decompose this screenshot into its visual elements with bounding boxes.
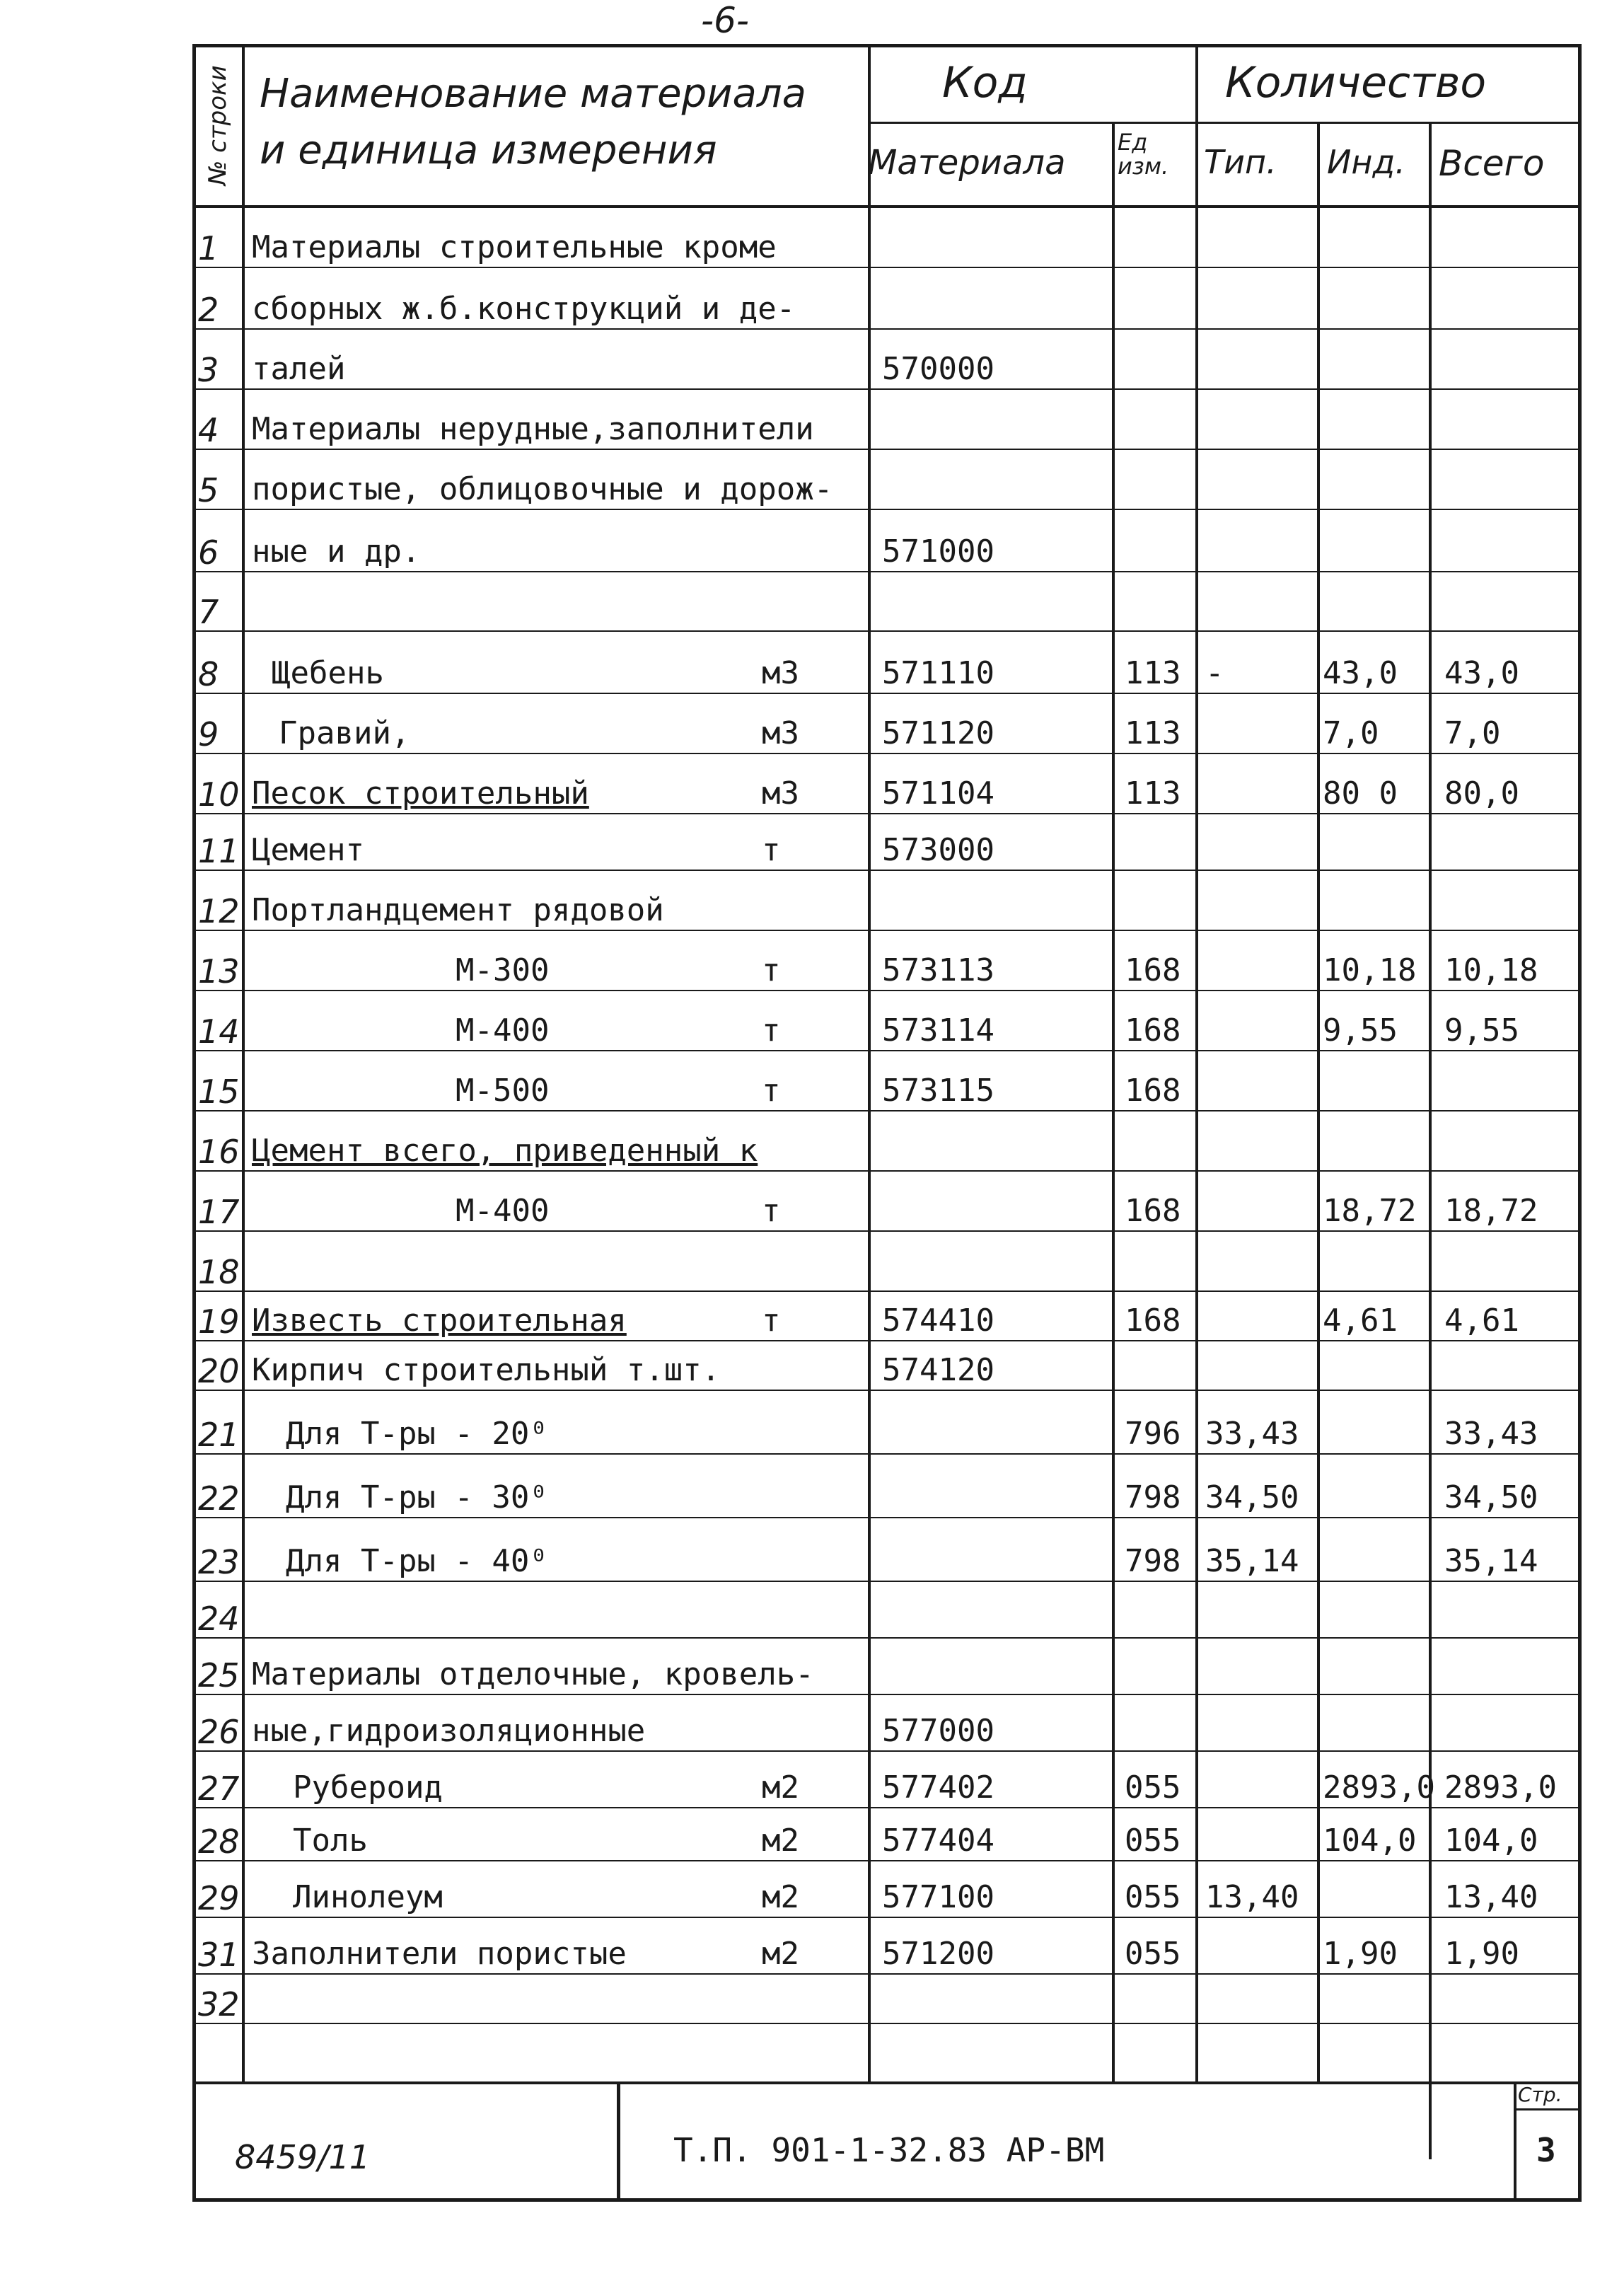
material-code: 577000 bbox=[882, 1713, 994, 1749]
material-name: Материалы строительные кроме bbox=[252, 229, 777, 265]
table-row bbox=[192, 1455, 1582, 1519]
row-number: 15 bbox=[198, 1073, 240, 1111]
unit-of-measure: т bbox=[762, 952, 781, 988]
unit-code: 168 bbox=[1125, 1012, 1181, 1049]
material-name: Песок строительный bbox=[252, 775, 589, 812]
header-material: Материала bbox=[868, 143, 1066, 183]
unit-code: 168 bbox=[1125, 1303, 1181, 1339]
table-row bbox=[192, 1112, 1582, 1172]
footer-divider-2 bbox=[1514, 2081, 1516, 2198]
row-number: 8 bbox=[198, 655, 219, 693]
table-row bbox=[192, 755, 1582, 815]
row-divider bbox=[192, 813, 1582, 814]
qty-individual: 10,18 bbox=[1323, 952, 1417, 988]
table-row bbox=[192, 872, 1582, 932]
unit-code: 796 bbox=[1125, 1416, 1181, 1452]
table-row bbox=[192, 1696, 1582, 1752]
header-row-no: № строки bbox=[204, 65, 232, 185]
material-name: Толь bbox=[293, 1823, 368, 1859]
row-number: 1 bbox=[198, 229, 219, 267]
unit-code: 168 bbox=[1125, 1193, 1181, 1229]
row-divider bbox=[192, 1807, 1582, 1808]
table-row bbox=[192, 208, 1582, 269]
page-number: -6- bbox=[701, 0, 749, 41]
table-row bbox=[192, 1392, 1582, 1455]
table-row bbox=[192, 1172, 1582, 1232]
material-name: Цемент bbox=[252, 832, 364, 868]
qty-individual: 1,90 bbox=[1323, 1936, 1398, 1972]
material-code: 573114 bbox=[882, 1012, 994, 1049]
sheet-label: Стр. bbox=[1518, 2083, 1562, 2106]
material-name: Материалы отделочные, кровель- bbox=[252, 1656, 814, 1692]
material-name: Для Т-ры - 30⁰ bbox=[286, 1479, 548, 1515]
header-unit: Ед изм. bbox=[1118, 129, 1169, 180]
row-number: 23 bbox=[198, 1543, 240, 1581]
qty-total: 35,14 bbox=[1444, 1543, 1538, 1579]
material-name: Щебень bbox=[272, 655, 384, 691]
row-number: 25 bbox=[198, 1656, 240, 1694]
row-divider bbox=[192, 1453, 1582, 1455]
material-name: М-400 bbox=[456, 1193, 550, 1229]
qty-total: 7,0 bbox=[1444, 715, 1501, 751]
qty-total: 34,50 bbox=[1444, 1479, 1538, 1515]
unit-of-measure: м2 bbox=[762, 1936, 799, 1972]
row-number: 21 bbox=[198, 1416, 240, 1454]
row-divider bbox=[192, 870, 1582, 871]
qty-individual: 7,0 bbox=[1323, 715, 1379, 751]
row-divider bbox=[192, 1750, 1582, 1752]
material-name: Цемент всего, приведенный к bbox=[252, 1133, 758, 1169]
unit-code: 798 bbox=[1125, 1479, 1181, 1515]
table-row bbox=[192, 1293, 1582, 1342]
row-number: 26 bbox=[198, 1713, 240, 1751]
unit-of-measure: м2 bbox=[762, 1879, 799, 1915]
row-divider bbox=[192, 1694, 1582, 1695]
row-divider bbox=[192, 449, 1582, 450]
qty-individual: 18,72 bbox=[1323, 1193, 1417, 1229]
material-code: 571120 bbox=[882, 715, 994, 751]
document-code: Т.П. 901-1-32.83 АР-ВМ bbox=[673, 2131, 1105, 2169]
unit-of-measure: т bbox=[762, 832, 781, 868]
material-code: 571200 bbox=[882, 1936, 994, 1972]
qty-total: 4,61 bbox=[1444, 1303, 1519, 1339]
table-row bbox=[192, 1232, 1582, 1293]
row-divider bbox=[192, 388, 1582, 390]
unit-of-measure: м2 bbox=[762, 1769, 799, 1806]
table-row bbox=[192, 330, 1582, 391]
row-number: 24 bbox=[198, 1600, 240, 1638]
qty-total: 80,0 bbox=[1444, 775, 1519, 812]
row-number: 9 bbox=[198, 715, 219, 753]
row-number: 31 bbox=[198, 1936, 240, 1974]
row-number: 4 bbox=[198, 411, 219, 449]
qty-total: 104,0 bbox=[1444, 1823, 1538, 1859]
table-row bbox=[192, 451, 1582, 511]
material-name: М-300 bbox=[456, 952, 550, 988]
footer-sheet-line bbox=[1514, 2108, 1582, 2110]
row-number: 14 bbox=[198, 1012, 240, 1051]
row-divider bbox=[192, 1050, 1582, 1051]
row-divider bbox=[192, 693, 1582, 694]
unit-code: 055 bbox=[1125, 1769, 1181, 1806]
header-name-line2: и единица измерения bbox=[260, 127, 717, 173]
material-name: Кирпич строительный т.шт. bbox=[252, 1352, 721, 1388]
table-row bbox=[192, 1809, 1582, 1862]
row-number: 32 bbox=[198, 1985, 240, 2023]
qty-typical: 34,50 bbox=[1205, 1479, 1299, 1515]
header-typ: Тип. bbox=[1204, 143, 1277, 181]
material-name: Для Т-ры - 40⁰ bbox=[286, 1543, 548, 1579]
qty-total: 18,72 bbox=[1444, 1193, 1538, 1229]
header-code: Код bbox=[942, 58, 1028, 108]
table-row bbox=[192, 1975, 1582, 2025]
row-number: 19 bbox=[198, 1303, 240, 1341]
row-divider bbox=[192, 630, 1582, 632]
unit-code: 168 bbox=[1125, 952, 1181, 988]
qty-total: 13,40 bbox=[1444, 1879, 1538, 1915]
material-name: Известь строительная bbox=[252, 1303, 627, 1339]
qty-typical: 35,14 bbox=[1205, 1543, 1299, 1579]
unit-of-measure: т bbox=[762, 1193, 781, 1229]
row-divider bbox=[192, 1230, 1582, 1232]
footer-divider-1 bbox=[617, 2081, 620, 2198]
material-code: 571000 bbox=[882, 533, 994, 570]
table-row bbox=[192, 695, 1582, 755]
unit-of-measure: т bbox=[762, 1012, 781, 1049]
row-number: 13 bbox=[198, 952, 240, 991]
row-divider bbox=[192, 1390, 1582, 1391]
unit-code: 055 bbox=[1125, 1879, 1181, 1915]
row-number: 29 bbox=[198, 1879, 240, 1917]
row-divider bbox=[192, 753, 1582, 754]
qty-individual: 104,0 bbox=[1323, 1823, 1417, 1859]
unit-of-measure: м3 bbox=[762, 715, 799, 751]
row-divider bbox=[192, 1290, 1582, 1292]
row-divider bbox=[192, 1637, 1582, 1639]
inventory-number: 8459/11 bbox=[235, 2138, 371, 2176]
row-number: 5 bbox=[198, 471, 219, 509]
footer-top-line bbox=[192, 2081, 1582, 2084]
table-row bbox=[192, 1342, 1582, 1392]
header-name-line1: Наименование материала bbox=[260, 71, 806, 117]
qty-individual: 2893,0 bbox=[1323, 1769, 1435, 1806]
table-row bbox=[192, 815, 1582, 872]
row-divider bbox=[192, 267, 1582, 268]
material-code: 573000 bbox=[882, 832, 994, 868]
material-name: сборных ж.б.конструкций и де- bbox=[252, 291, 796, 327]
material-name: Гравий, bbox=[279, 715, 410, 751]
material-name: Для Т-ры - 20⁰ bbox=[286, 1416, 548, 1452]
row-divider bbox=[192, 1917, 1582, 1918]
qty-total: 9,55 bbox=[1444, 1012, 1519, 1049]
row-number: 3 bbox=[198, 351, 219, 389]
unit-of-measure: т bbox=[762, 1073, 781, 1109]
row-divider bbox=[192, 1340, 1582, 1341]
material-name: Линолеум bbox=[293, 1879, 443, 1915]
material-code: 577100 bbox=[882, 1879, 994, 1915]
row-divider bbox=[192, 1517, 1582, 1518]
qty-typical: 13,40 bbox=[1205, 1879, 1299, 1915]
material-name: Материалы нерудные,заполнители bbox=[252, 411, 814, 447]
row-number: 11 bbox=[198, 832, 240, 870]
qty-total: 10,18 bbox=[1444, 952, 1538, 988]
unit-of-measure: м2 bbox=[762, 1823, 799, 1859]
header-subline bbox=[868, 122, 1582, 124]
material-code: 574120 bbox=[882, 1352, 994, 1388]
unit-of-measure: м3 bbox=[762, 655, 799, 691]
row-number: 12 bbox=[198, 892, 240, 930]
material-name: пористые, облицовочные и дорож- bbox=[252, 471, 833, 507]
material-code: 573113 bbox=[882, 952, 994, 988]
qty-total: 43,0 bbox=[1444, 655, 1519, 691]
table-row bbox=[192, 1862, 1582, 1919]
unit-code: 113 bbox=[1125, 715, 1181, 751]
unit-code: 055 bbox=[1125, 1823, 1181, 1859]
row-divider bbox=[192, 571, 1582, 572]
material-code: 574410 bbox=[882, 1303, 994, 1339]
unit-code: 113 bbox=[1125, 775, 1181, 812]
unit-of-measure: м3 bbox=[762, 775, 799, 812]
unit-code: 113 bbox=[1125, 655, 1181, 691]
material-name: Портландцемент рядовой bbox=[252, 892, 664, 928]
qty-individual: 80 0 bbox=[1323, 775, 1398, 812]
row-number: 16 bbox=[198, 1133, 240, 1171]
row-divider bbox=[192, 1581, 1582, 1582]
qty-total: 2893,0 bbox=[1444, 1769, 1557, 1806]
table-row bbox=[192, 269, 1582, 330]
material-code: 577404 bbox=[882, 1823, 994, 1859]
material-name: Рубероид bbox=[293, 1769, 443, 1806]
header-ind: Инд. bbox=[1327, 143, 1405, 181]
row-number: 27 bbox=[198, 1769, 240, 1808]
table-row bbox=[192, 992, 1582, 1052]
qty-individual: 43,0 bbox=[1323, 655, 1398, 691]
table-row bbox=[192, 573, 1582, 633]
unit-code: 798 bbox=[1125, 1543, 1181, 1579]
row-divider bbox=[192, 990, 1582, 991]
row-divider bbox=[192, 1170, 1582, 1172]
row-divider bbox=[192, 328, 1582, 330]
material-name: талей bbox=[252, 351, 346, 387]
unit-of-measure: т bbox=[762, 1303, 781, 1339]
table-row bbox=[192, 1519, 1582, 1583]
qty-individual: 4,61 bbox=[1323, 1303, 1398, 1339]
row-number: 6 bbox=[198, 533, 219, 572]
table-row bbox=[192, 1639, 1582, 1696]
row-number: 22 bbox=[198, 1479, 240, 1518]
unit-code: 168 bbox=[1125, 1073, 1181, 1109]
table-row bbox=[192, 1052, 1582, 1112]
table-row bbox=[192, 1919, 1582, 1975]
row-number: 2 bbox=[198, 291, 219, 329]
header-total: Всего bbox=[1439, 143, 1545, 184]
row-number: 20 bbox=[198, 1352, 240, 1390]
sheet-number: 3 bbox=[1536, 2131, 1556, 2169]
table-row bbox=[192, 511, 1582, 573]
material-code: 571110 bbox=[882, 655, 994, 691]
table-row bbox=[192, 1583, 1582, 1639]
row-number: 17 bbox=[198, 1193, 240, 1231]
material-code: 570000 bbox=[882, 351, 994, 387]
table-row bbox=[192, 1752, 1582, 1809]
material-name: ные и др. bbox=[252, 533, 421, 570]
material-name: М-500 bbox=[456, 1073, 550, 1109]
qty-individual: 9,55 bbox=[1323, 1012, 1398, 1049]
row-divider bbox=[192, 509, 1582, 510]
row-number: 7 bbox=[198, 593, 219, 631]
qty-total: 33,43 bbox=[1444, 1416, 1538, 1452]
header-quantity: Количество bbox=[1225, 58, 1487, 108]
material-name: ные,гидроизоляционные bbox=[252, 1713, 646, 1749]
row-divider bbox=[192, 2023, 1582, 2024]
row-divider bbox=[192, 1973, 1582, 1975]
unit-code: 055 bbox=[1125, 1936, 1181, 1972]
row-divider bbox=[192, 1110, 1582, 1111]
row-divider bbox=[192, 930, 1582, 931]
material-code: 571104 bbox=[882, 775, 994, 812]
material-name: Заполнители пористые bbox=[252, 1936, 627, 1972]
qty-typical: - bbox=[1205, 655, 1224, 691]
row-number: 28 bbox=[198, 1823, 240, 1861]
material-code: 573115 bbox=[882, 1073, 994, 1109]
row-number: 10 bbox=[198, 775, 240, 814]
row-divider bbox=[192, 1860, 1582, 1861]
table-row bbox=[192, 633, 1582, 695]
table-row bbox=[192, 391, 1582, 451]
material-code: 577402 bbox=[882, 1769, 994, 1806]
qty-typical: 33,43 bbox=[1205, 1416, 1299, 1452]
material-name: М-400 bbox=[456, 1012, 550, 1049]
qty-total: 1,90 bbox=[1444, 1936, 1519, 1972]
row-number: 18 bbox=[198, 1253, 240, 1291]
table-row bbox=[192, 932, 1582, 992]
